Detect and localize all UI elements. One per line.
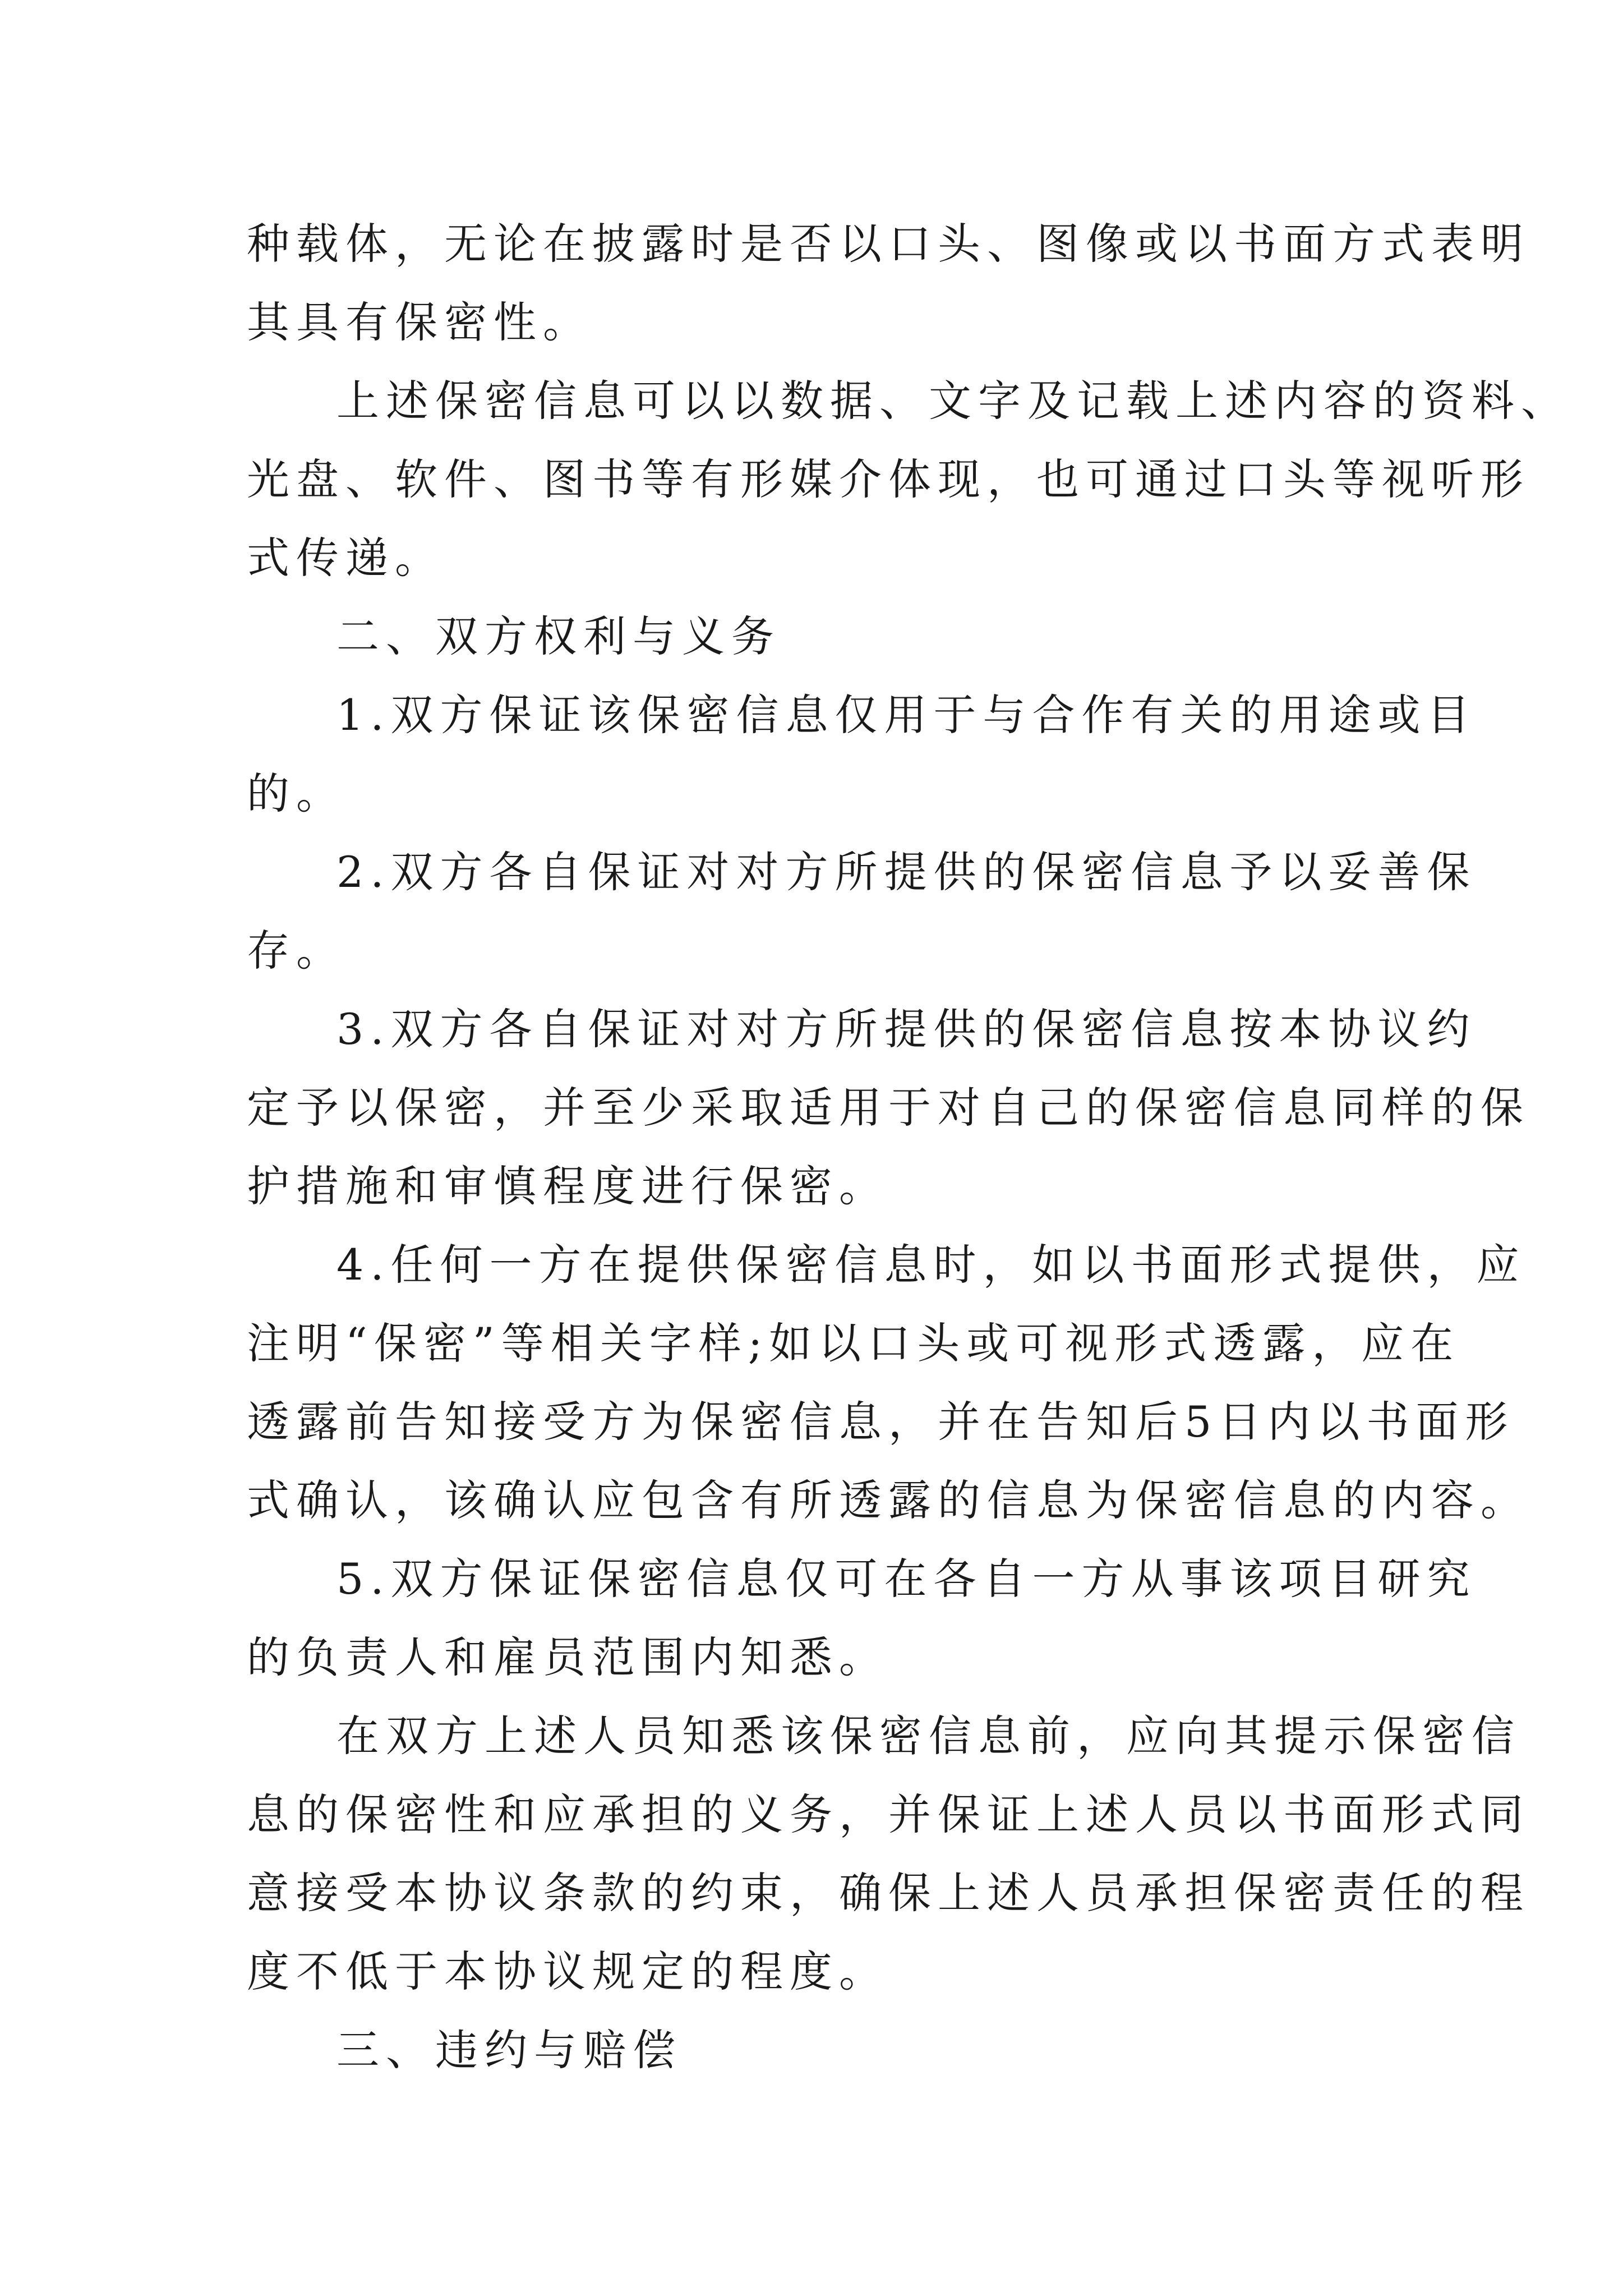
text-line: 在双方上述人员知悉该保密信息前，应向其提示保密信 (336, 1711, 1521, 1761)
text-line: 息的保密性和应承担的义务，并保证上述人员以书面形式同 (247, 1789, 1530, 1839)
text-line: 光盘、软件、图书等有形媒介体现，也可通过口头等视听形 (247, 454, 1530, 504)
text-line: 3.双方各自保证对对方所提供的保密信息按本协议约 (336, 1004, 1477, 1054)
text-line: 其具有保密性。 (247, 297, 592, 347)
text-line: 度不低于本协议规定的程度。 (247, 1947, 888, 1996)
text-line: 的。 (247, 769, 345, 818)
text-line: 4.任何一方在提供保密信息时，如以书面形式提供，应 (336, 1240, 1526, 1290)
text-line: 注明“保密”等相关字样;如以口头或可视形式透露，应在 (247, 1318, 1460, 1368)
text-line: 定予以保密，并至少采取适用于对自己的保密信息同样的保 (247, 1083, 1530, 1133)
text-line: 5.双方保证保密信息仅可在各自一方从事该项目研究 (336, 1554, 1477, 1604)
text-line: 存。 (247, 926, 345, 976)
text-line: 1.双方保证该保密信息仅用于与合作有关的用途或目 (336, 690, 1477, 740)
section-heading: 三、违约与赔偿 (336, 2025, 682, 2075)
text-line: 种载体，无论在披露时是否以口头、图像或以书面方式表明 (247, 219, 1530, 269)
text-line: 的负责人和雇员范围内知悉。 (247, 1632, 888, 1682)
text-line: 式确认，该确认应包含有所透露的信息为保密信息的内容。 (247, 1475, 1530, 1525)
section-heading: 二、双方权利与义务 (336, 611, 781, 661)
text-line: 式传递。 (247, 533, 444, 583)
text-line: 意接受本协议条款的约束，确保上述人员承担保密责任的程 (247, 1868, 1530, 1918)
text-line: 护措施和审慎程度进行保密。 (247, 1161, 888, 1211)
text-line: 2.双方各自保证对对方所提供的保密信息予以妥善保 (336, 847, 1477, 897)
text-line: 透露前告知接受方为保密信息，并在告知后5日内以书面形 (247, 1397, 1515, 1447)
text-line: 上述保密信息可以以数据、文字及记载上述内容的资料、 (336, 376, 1570, 426)
